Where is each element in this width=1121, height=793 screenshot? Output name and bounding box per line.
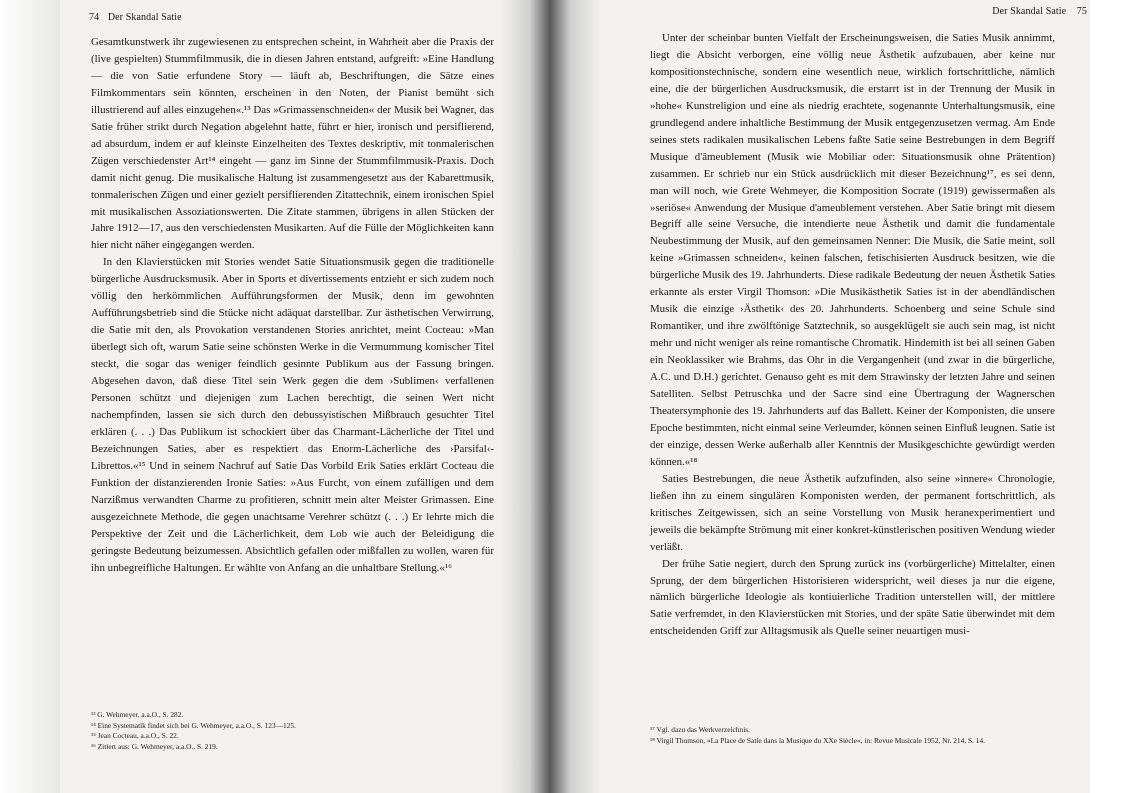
book-gutter	[500, 0, 600, 793]
right-paragraph-3: Der frühe Satie negiert, durch den Sprung zurück ins (vorbürgerliche) Mittelalter, einen Sprung, der dem bürgerlichen Historisieren widerspricht, weil dieses ja nur die eigene, nämlich bürgerliche Ideologie als kontiuierliche Tradition unterstellen will, der mittlere Satie verfremdet, in den Klavierstücken mit Stories, und der späte Satie überwindet mit dem entscheidenden Griff zur Alltagsmusik als Quelle seiner neuartigen musi-	[650, 557, 1055, 638]
right-paragraph-2: Saties Bestrebungen, die neue Ästhetik aufzufinden, also seine »innere« Chronologie, ließen ihn zu einem singulären Komponisten werden, der permanent fortschrittlich, als kritisches Zeitgewissen, sich an seine Vorstellung von Musik heranexperimentiert und jeweils die bekämpfte Strömung mit einer konkret-künstlerischen positiven Wendung wieder verläßt.	[650, 472, 1055, 553]
right-body-text	[650, 30, 1055, 640]
left-running-title: Der Skandal Satie	[107, 12, 182, 23]
left-footnotes	[91, 710, 491, 752]
footnote-15: ¹⁵ Jean Cocteau, a.a.O., S. 22.	[91, 731, 179, 740]
left-paragraph-1: Gesamtkunstwerk ihr zugewiesenen zu entsprechen scheint, in Wahrheit aber die Praxis der (live gespielten) Stummfilmmusik, die in diesen Jahren entstand, aufgreift: »Eine Handlung — die von Satie erfundene Story — läuft ab, Beschriftungen, die Sätze eines Filmkommentars sein könnten, erscheinen in den Noten, der Pianist bemüht sich illustrierend auf alles einzugehen«.¹³ Das »Grimassenschneiden« der Musik bei Wagner, das Satie früher strikt durch Negation abgelehnt hatte, führt er hier, ironisch und persiflierend, ad absurdum, indem er auf kleinste Einzelheiten des Textes deskriptiv, mit tonmalerischen Zügen verschiedenster Art¹⁴ eingeht — ganz im Sinne der Stummfilmmusik-Praxis. Doch damit nicht genug. Die musikalische Haltung ist zusammengesetzt aus der Kabarettmusik, tonmalerischen Zügen und einer gezielt persiflierenden Zitattechnik, einem ironischen Spiel mit musikalischen Assoziationswerten. Die Zitate stammen, übrigens in allen Stücken der Jahre 1912—17, aus den verschiedensten Musikarten. Auf die Fülle der Möglichkeiten kann hier nicht näher eingegangen werden.	[91, 36, 494, 252]
right-paragraph-1: Unter der scheinbar bunten Vielfalt der Erscheinungsweisen, die Saties Musik annimmt, liegt die Absicht verborgen, eine völlig neue Ästhetik aufzubauen, aber keine nur kompositionstechnische, sondern eine wesentlich neue, wirklich fortschrittliche, nämlich eine, die der bürgerlichen Ausdrucksmusik, die erstarrt ist in der Trennung der Musik in »hohe« Kunstreligion und eine als niedrig erachtete, sogenannte Unterhaltungsmusik, eine grundlegend andere inhaltliche Bestimmung der Musik entgegenzusetzen vermag. Am Ende seines stets radikalen musikalischen Lebens faßte Satie seine Bestrebungen in dem Begriff Musique d'âmeublement (Musik wie Mobiliar oder: Situationsmusik ohne Prätention) zusammen. Er schrieb nur ein Stück ausdrücklich mit dieser Bezeichnung¹⁷, es sei denn, man will noch, wie Grete Wehmeyer, die Komposition Socrate (1919) gewissermaßen als »seriöse« Anwendung der Musique d'ameublement verstehen. Aber Satie bringt mit diesem Begriff alle seine Versuche, die intendierte neue Ästhetik und damit die fundamentale Neubestimmung der Musik, auf den gemeinsamen Nenner: Die Musik, die Satie meint, soll keine »Grimassen schneiden«, keinen falschen, fetischisierten Ausdruck besitzen, wie die bürgerliche Musik des 19. Jahrhunderts. Diese radikale Bedeutung der neuen Ästhetik Saties erkannte als erster Virgil Thomson: »Die Musikästhetik Saties ist in der abendländischen Musik die einzige ›Ästhetik‹ des 20. Jahrhunderts. Schoenberg und seine Schule sind Romantiker, und ihre zwölftönige Satztechnik, so ausgeklügelt sie auch sein mag, ist nicht mehr und nicht weniger als reine romantische Chromatik. Hindemith ist bei all seinen Gaben ein Neoklassiker wie Brahms, das Ohr in die Vergangenheit (und zwar in die bürgerliche, A.C. und D.H.) gerichtet. Genauso geht es mit dem Strawinsky der letzten Jahre und seinen Satelliten. Selbst Petruschka und der Sacre sind eine Übertragung der Wagnerschen Theatersymphonie des 19. Jahrhunderts auf das Ballett. Keiner der Komponisten, die unsere Epoche bestimmten, nicht einmal seine Verleumder, können seinen Einfluß leugnen. Satie ist der einzige, dessen Werke außerhalb aller Kenntnis der Musikgeschichte gewürdigt werden können.«¹⁸	[650, 32, 1055, 468]
footnote-13: ¹³ G. Wehmeyer, a.a.O., S. 282.	[91, 710, 184, 719]
left-body-text	[91, 34, 494, 577]
left-running-header	[89, 12, 182, 23]
left-page-number: 74	[89, 12, 100, 23]
left-paragraph-2: In den Klavierstücken mit Stories wendet Satie Situationsmusik gegen die traditionelle bürgerliche Ausdrucksmusik. Aber in Sports et divertissements entzieht er sich zudem noch völlig den herkömmlichen Aufführungsformen der Musik, denn im gewohnten Aufführungsbetrieb sind die Stücke nicht adäquat darstellbar. Zur ästhetischen Verwirrung, die Satie mit den, als Provokation verstandenen Stories anrichtet, meint Cocteau: »Man überlegt sich oft, warum Satie seine schönsten Werke in die Vermummung komischer Titel steckt, die sogar das weniger feindlich gesinnte Publikum aus der Fassung bringen. Abgesehen davon, daß diese Titel sein Werk gegen die dem ›Sublimen‹ verfallenen Personen schützt und diejenigen zum Lachen berechtigt, die seinen Wert nicht nachempfinden, lassen sie sich durch den debussyistischen Mißbrauch gesuchter Titel erklären (. . .) Das Publikum ist schockiert über das Charmant-Lächerliche der Titel und Bezeichnungen Saties, aber es respektiert das Enorm-Lächerliche des ›Parsifal‹-Librettos.«¹⁵ Und in seinem Nachruf auf Satie Das Vorbild Erik Saties erklärt Cocteau die Funktion der distanzierenden Ironie Saties: »Aus Furcht, von einem zufälligen und dem Narzißmus verwandten Charme zu profitieren, schnitt mein alter Meister Grimassen. Eine ausgezeichnete Methode, die gegen unachtsame Verehrer schützt (. . .) Er lehrte mich die Perspektive der Zeit und die Lächerlichkeit, dem Lob wie auch der Beleidigung die geringste Bedeutung beizumessen. Absichtlich gefallen oder mißfallen zu wollen, waren für ihn unbegreifliche Haltungen. Er wählte von Anfang an die unhaltbare Stellung.«¹⁶	[91, 256, 494, 574]
footnote-14: ¹⁴ Eine Systematik findet sich bei G. Wehmeyer, a.a.O., S. 123—125.	[91, 720, 296, 730]
footnote-18: ¹⁸ Virgil Thomson, »La Place de Satie dans la Musique du XXe Siècle«, in: Revue Musicale 1952, Nr. 214, S. 14.	[650, 735, 986, 745]
right-page-number: 75	[1076, 6, 1087, 17]
page-edge-shadow	[0, 0, 60, 793]
right-running-header	[992, 6, 1087, 17]
footnote-17: ¹⁷ Vgl. dazu das Werkverzeichnis.	[650, 725, 750, 734]
footnote-16: ¹⁶ Zitiert aus: G. Wehmeyer, a.a.O., S. 219.	[91, 741, 218, 751]
right-running-title: Der Skandal Satie	[992, 6, 1067, 17]
right-footnotes	[650, 725, 1055, 746]
